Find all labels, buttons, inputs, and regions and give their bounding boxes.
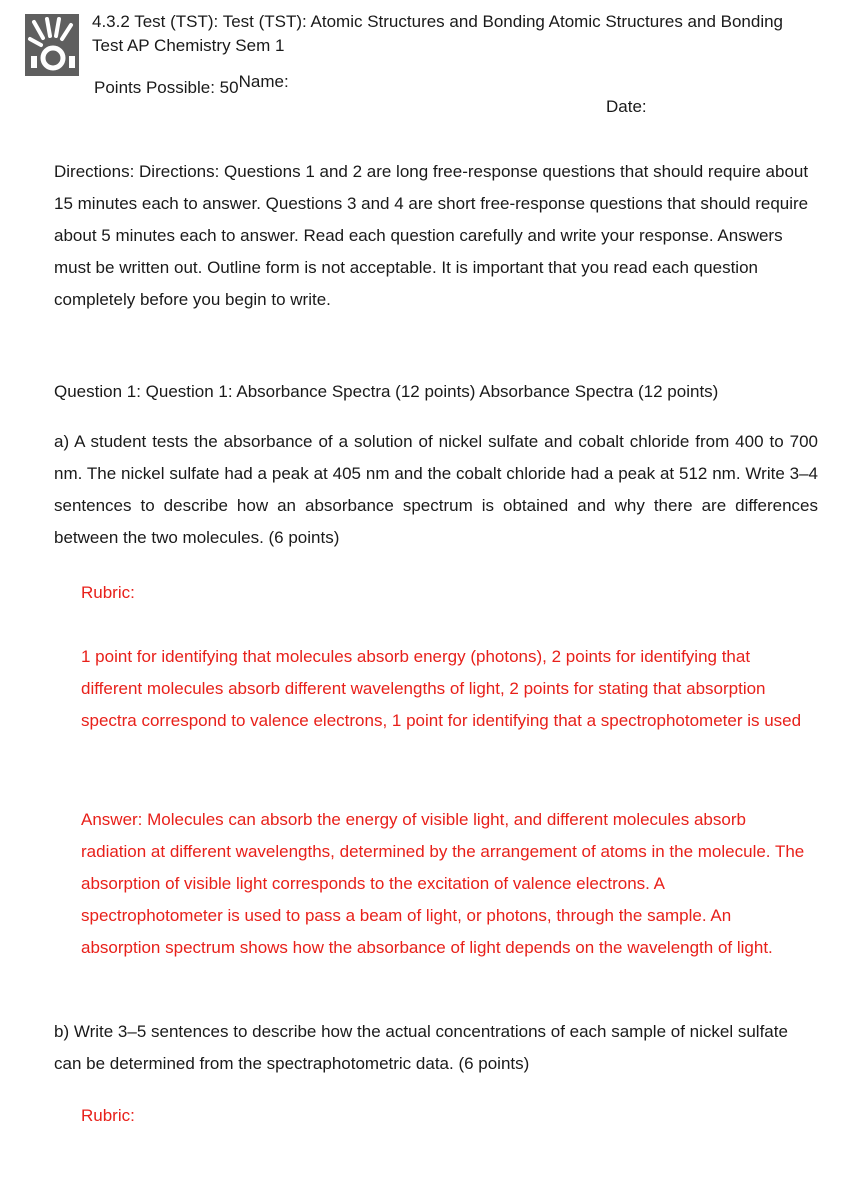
name-label: Name:	[238, 72, 289, 91]
directions: Directions: Directions: Questions 1 and 2 are long free-response questions that should require about 15 minutes each to answer. Questions 3 and 4 are short free-response questions that should require about 5 minutes each to answer. Read each question carefully and write your response. Answers must be written out. Outline form is not acceptable. It is important that you read each question completely before you begin to write.	[54, 162, 809, 309]
burst-logo-icon	[25, 14, 79, 76]
points-possible: Points Possible: 50	[94, 78, 239, 97]
question1-heading: Question 1: Question 1: Absorbance Spectra (12 points) Absorbance Spectra (12 points)	[54, 382, 719, 401]
question1-part-a-prompt: a) A student tests the absorbance of a solution of nickel sulfate and cobalt chloride from 400 to 700 nm. The nickel sulfate had a peak at 405 nm and the cobalt chloride had a peak at 512 nm. Write 3–4 sentences to describe how an absorbance spectrum is obtained and why there are differences between the two molecules. (6 points)	[54, 432, 818, 547]
rubric-b-label: Rubric:	[81, 1106, 135, 1125]
question1-part-b-prompt: b) Write 3–5 sentences to describe how the actual concentrations of each sample of nickel sulfate can be determined from the spectraphotometric data. (6 points)	[54, 1022, 788, 1073]
points-possible-line	[94, 72, 289, 99]
page-title: 4.3.2 Test (TST): Test (TST): Atomic Structures and Bonding Atomic Structures and Bonding Test AP Chemistry Sem 1	[92, 12, 784, 55]
date-label: Date:	[606, 97, 647, 116]
rubric-a-text: 1 point for identifying that molecules absorb energy (photons), 2 points for identifying that different molecules absorb different wavelengths of light, 2 points for stating that absorption spectra correspond to valence electrons, 1 point for identifying that a spectrophotometer is used	[81, 647, 802, 730]
rubric-a-label: Rubric:	[81, 583, 135, 602]
answer-a-text: Answer: Molecules can absorb the energy of visible light, and different molecules absorb radiation at different wavelengths, determined by the arrangement of atoms in the molecule. The absorption of visible light corresponds to the excitation of valence electrons. A spectrophotometer is used to pass a beam of light, or photons, through the sample. An absorption spectrum shows how the absorbance of light depends on the wavelength of light.	[81, 810, 805, 957]
